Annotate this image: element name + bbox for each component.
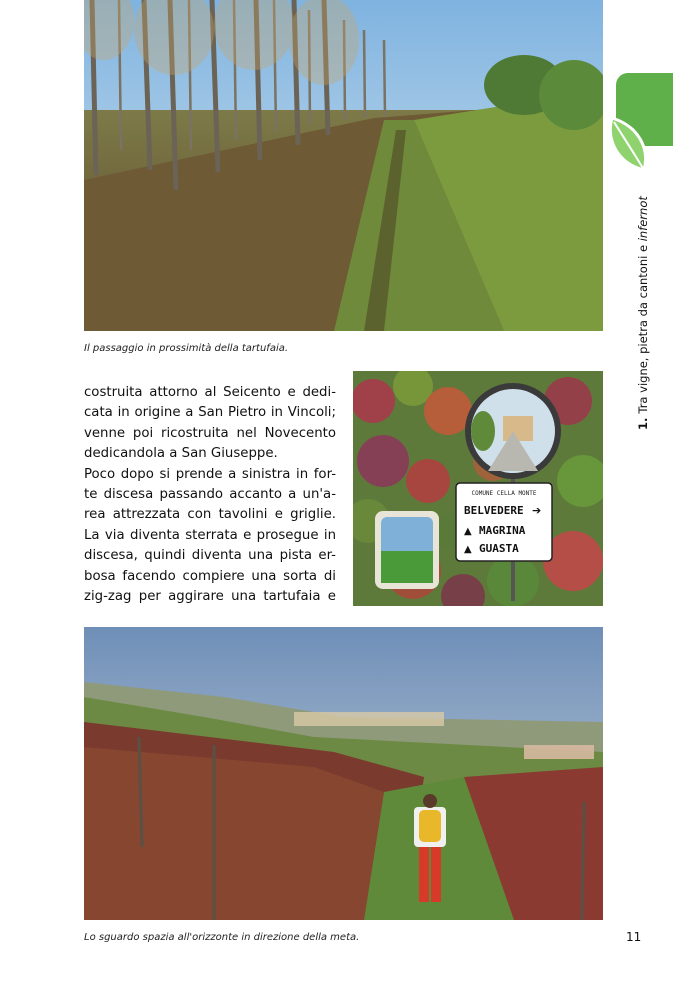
- chapter-title-italic: infernot: [636, 196, 650, 242]
- text-line: discesa, quindi diventa una pista er-: [84, 548, 336, 564]
- text-line: zig-zag per aggirare una tartufaia e: [84, 589, 336, 605]
- text-line: costruita attorno al Seicento e dedi-: [84, 385, 336, 400]
- text-line: te discesa passando accanto a un'a-: [84, 487, 336, 503]
- text-line: La via diventa sterrata e prosegue in: [84, 527, 336, 543]
- leaf-icon: [604, 108, 654, 176]
- chapter-number: 1.: [636, 417, 650, 430]
- page-number: 11: [626, 930, 642, 944]
- sign-row3: GUASTA: [479, 542, 519, 555]
- arrow-up-icon: ▲: [464, 544, 472, 555]
- text-line: cata in origine a San Pietro in Vincoli;: [84, 405, 336, 421]
- top-photo: [84, 0, 603, 331]
- sign-row2: MAGRINA: [479, 524, 526, 537]
- body-text: [84, 383, 336, 607]
- text-line: rea attrezzata con tavolini e griglie.: [84, 507, 336, 523]
- text-line: venne poi ricostruita nel Novecento: [84, 425, 336, 441]
- top-caption: Il passaggio in prossimità della tartufaia.: [84, 343, 289, 354]
- chapter-title-text: Tra vigne, pietra da cantoni e: [636, 241, 650, 414]
- text-line: bosa facendo compiere una sorta di: [84, 568, 336, 584]
- text-line: dedicandola a San Giuseppe.: [84, 446, 278, 462]
- bottom-caption: Lo sguardo spazia all'orizzonte in direzione della meta.: [84, 932, 360, 943]
- text-line: Poco dopo si prende a sinistra in for-: [84, 466, 336, 482]
- arrow-up-icon: ▲: [464, 526, 472, 537]
- arrow-right-icon: ➔: [532, 504, 542, 517]
- sign-header: COMUNE CELLA MONTE: [471, 490, 537, 497]
- bottom-photo: [84, 627, 603, 920]
- chapter-title: [636, 196, 650, 430]
- sign-row1: BELVEDERE: [464, 504, 524, 517]
- middle-photo: [353, 371, 603, 606]
